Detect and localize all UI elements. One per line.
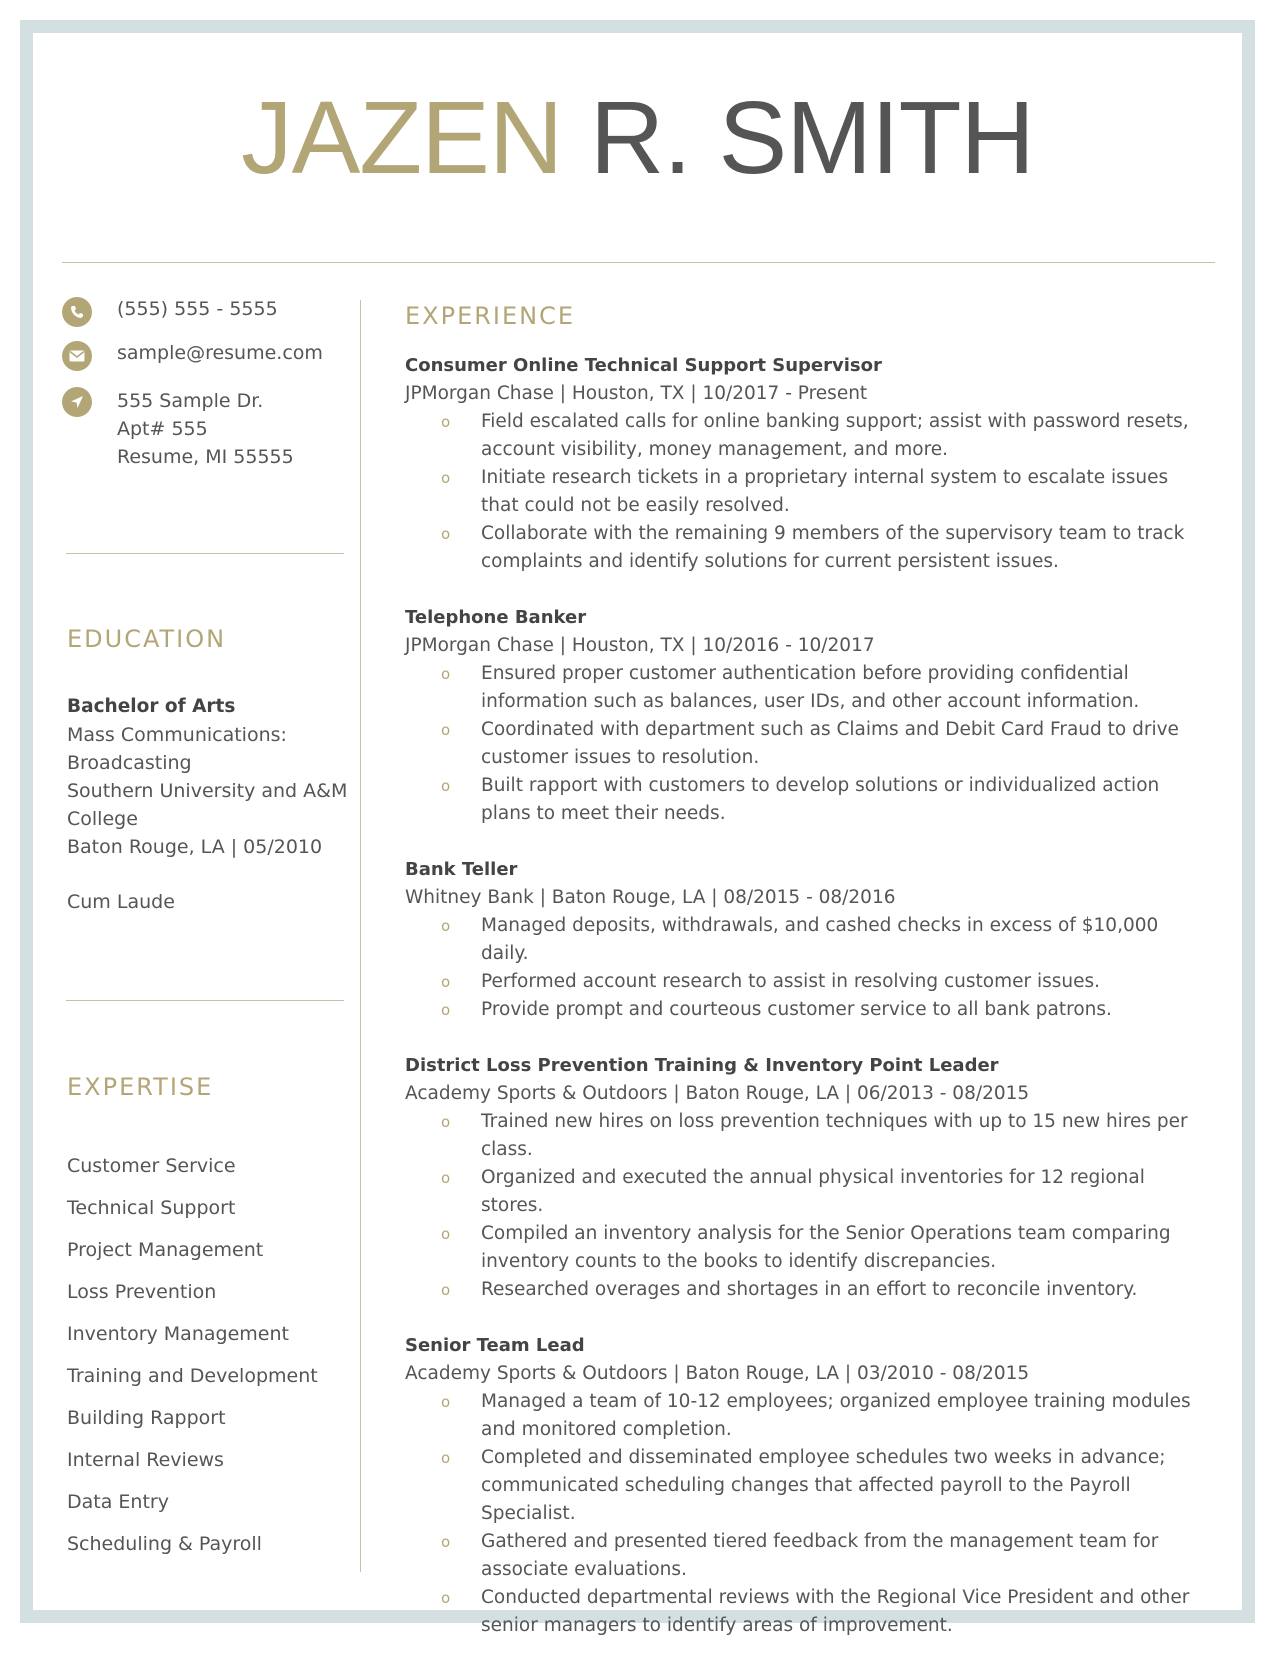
job-bullet: o Managed deposits, withdrawals, and cashed checks in excess of $10,000 daily. [405, 912, 1210, 968]
job-meta: Academy Sports & Outdoors | Baton Rouge, LA | 03/2010 - 08/2015 [405, 1363, 1030, 1384]
job-bullet: o Organized and executed the annual physical inventories for 12 regional stores. [405, 1164, 1210, 1220]
bullet-circle-icon: o [441, 1533, 451, 1551]
bullet-circle-icon: o [441, 525, 451, 543]
header-divider [62, 262, 1215, 263]
job-bullets [405, 1388, 1210, 1640]
job-meta: JPMorgan Chase | Houston, TX | 10/2017 - Present [405, 383, 868, 404]
school-location-date: Baton Rouge, LA | 05/2010 [67, 836, 323, 858]
bullet-circle-icon: o [441, 777, 451, 795]
job-bullet: o Collaborate with the remaining 9 members of the supervisory team to track complaints and identify solutions for current persistent issues. [405, 520, 1210, 576]
expertise-item: Customer Service [67, 1155, 236, 1177]
expertise-item: Scheduling & Payroll [67, 1533, 262, 1555]
column-divider [360, 300, 361, 1572]
job-bullet: o Trained new hires on loss prevention techniques with up to 15 new hires per class. [405, 1108, 1210, 1164]
job-entry [405, 604, 1210, 828]
bullet-circle-icon: o [441, 1113, 451, 1131]
bullet-circle-icon: o [441, 917, 451, 935]
job-bullets [405, 912, 1210, 1024]
first-name: JAZEN [241, 80, 563, 195]
job-bullet: o Field escalated calls for online banking support; assist with password resets, account visibility, money management, and more. [405, 408, 1210, 464]
education-section [67, 693, 357, 916]
job-bullet: o Coordinated with department such as Claims and Debit Card Fraud to drive customer issues to resolution. [405, 716, 1210, 772]
bullet-circle-icon: o [441, 973, 451, 991]
job-bullets [405, 408, 1210, 576]
job-meta: JPMorgan Chase | Houston, TX | 10/2016 - 10/2017 [405, 635, 875, 656]
experience-heading: EXPERIENCE [405, 302, 576, 330]
location-icon [62, 387, 92, 417]
job-bullet: o Completed and disseminated employee schedules two weeks in advance; communicated scheduling changes that affected payroll to the Payroll Specialist. [405, 1444, 1210, 1528]
school-line-1: Southern University and A&M [67, 780, 348, 802]
expertise-item: Inventory Management [67, 1323, 289, 1345]
bullet-circle-icon: o [441, 413, 451, 431]
expertise-item: Internal Reviews [67, 1449, 224, 1471]
major-line-1: Mass Communications: [67, 724, 287, 746]
bullet-circle-icon: o [441, 1449, 451, 1467]
bullet-circle-icon: o [441, 1393, 451, 1411]
job-bullet: o Conducted departmental reviews with the Regional Vice President and other senior managers to identify areas of improvement. [405, 1584, 1210, 1640]
expertise-item: Data Entry [67, 1491, 169, 1513]
education-heading: EDUCATION [67, 625, 227, 653]
bullet-circle-icon: o [441, 1001, 451, 1019]
school-line-2: College [67, 808, 138, 830]
job-bullet: o Provide prompt and courteous customer service to all bank patrons. [405, 996, 1210, 1024]
job-bullet: o Performed account research to assist in resolving customer issues. [405, 968, 1210, 996]
bullet-circle-icon: o [441, 721, 451, 739]
job-title: Consumer Online Technical Support Supervisor [405, 355, 882, 376]
job-title: Senior Team Lead [405, 1335, 585, 1356]
job-bullets [405, 1108, 1210, 1304]
job-bullet: o Compiled an inventory analysis for the Senior Operations team comparing inventory counts to the books to identify discrepancies. [405, 1220, 1210, 1276]
job-entry [405, 352, 1210, 576]
bullet-circle-icon: o [441, 469, 451, 487]
job-title: Telephone Banker [405, 607, 587, 628]
job-bullet: o Initiate research tickets in a proprietary internal system to escalate issues that could not be easily resolved. [405, 464, 1210, 520]
job-bullet: o Managed a team of 10-12 employees; organized employee training modules and monitored completion. [405, 1388, 1210, 1444]
degree: Bachelor of Arts [67, 696, 236, 717]
major-line-2: Broadcasting [67, 752, 192, 774]
sidebar-divider [66, 1000, 344, 1001]
last-name: R. SMITH [589, 80, 1034, 195]
experience-section [405, 352, 1210, 1668]
candidate-name [0, 80, 1275, 195]
job-bullet: o Researched overages and shortages in an effort to reconcile inventory. [405, 1276, 1210, 1304]
job-meta: Whitney Bank | Baton Rouge, LA | 08/2015 - 08/2016 [405, 887, 896, 908]
bullet-circle-icon: o [441, 1281, 451, 1299]
bullet-circle-icon: o [441, 1589, 451, 1607]
expertise-heading: EXPERTISE [67, 1073, 214, 1101]
bullet-circle-icon: o [441, 1225, 451, 1243]
job-bullet: o Gathered and presented tiered feedback from the management team for associate evaluations. [405, 1528, 1210, 1584]
job-entry [405, 1052, 1210, 1304]
expertise-item: Training and Development [67, 1365, 318, 1387]
phone-icon [62, 297, 92, 327]
expertise-list [67, 1145, 318, 1565]
email-icon [62, 341, 92, 371]
address-line-2: Apt# 555 [117, 418, 208, 440]
job-entry [405, 1332, 1210, 1640]
address-line-1: 555 Sample Dr. [117, 390, 264, 412]
expertise-item: Loss Prevention [67, 1281, 217, 1303]
expertise-item: Building Rapport [67, 1407, 226, 1429]
job-entry [405, 856, 1210, 1024]
expertise-item: Technical Support [67, 1197, 236, 1219]
job-bullet: o Ensured proper customer authentication before providing confidential information such as balances, user IDs, and other account information. [405, 660, 1210, 716]
bullet-circle-icon: o [441, 1169, 451, 1187]
job-bullet: o Built rapport with customers to develop solutions or individualized action plans to meet their needs. [405, 772, 1210, 828]
sidebar-divider [66, 553, 344, 554]
job-bullets [405, 660, 1210, 828]
job-title: Bank Teller [405, 859, 518, 880]
honor: Cum Laude [67, 891, 175, 913]
expertise-item: Project Management [67, 1239, 264, 1261]
job-meta: Academy Sports & Outdoors | Baton Rouge, LA | 06/2013 - 08/2015 [405, 1083, 1030, 1104]
address-line-3: Resume, MI 55555 [117, 446, 294, 468]
email-address: sample@resume.com [117, 342, 323, 364]
bullet-circle-icon: o [441, 665, 451, 683]
phone-number: (555) 555 - 5555 [117, 298, 278, 320]
job-title: District Loss Prevention Training & Inventory Point Leader [405, 1055, 999, 1076]
